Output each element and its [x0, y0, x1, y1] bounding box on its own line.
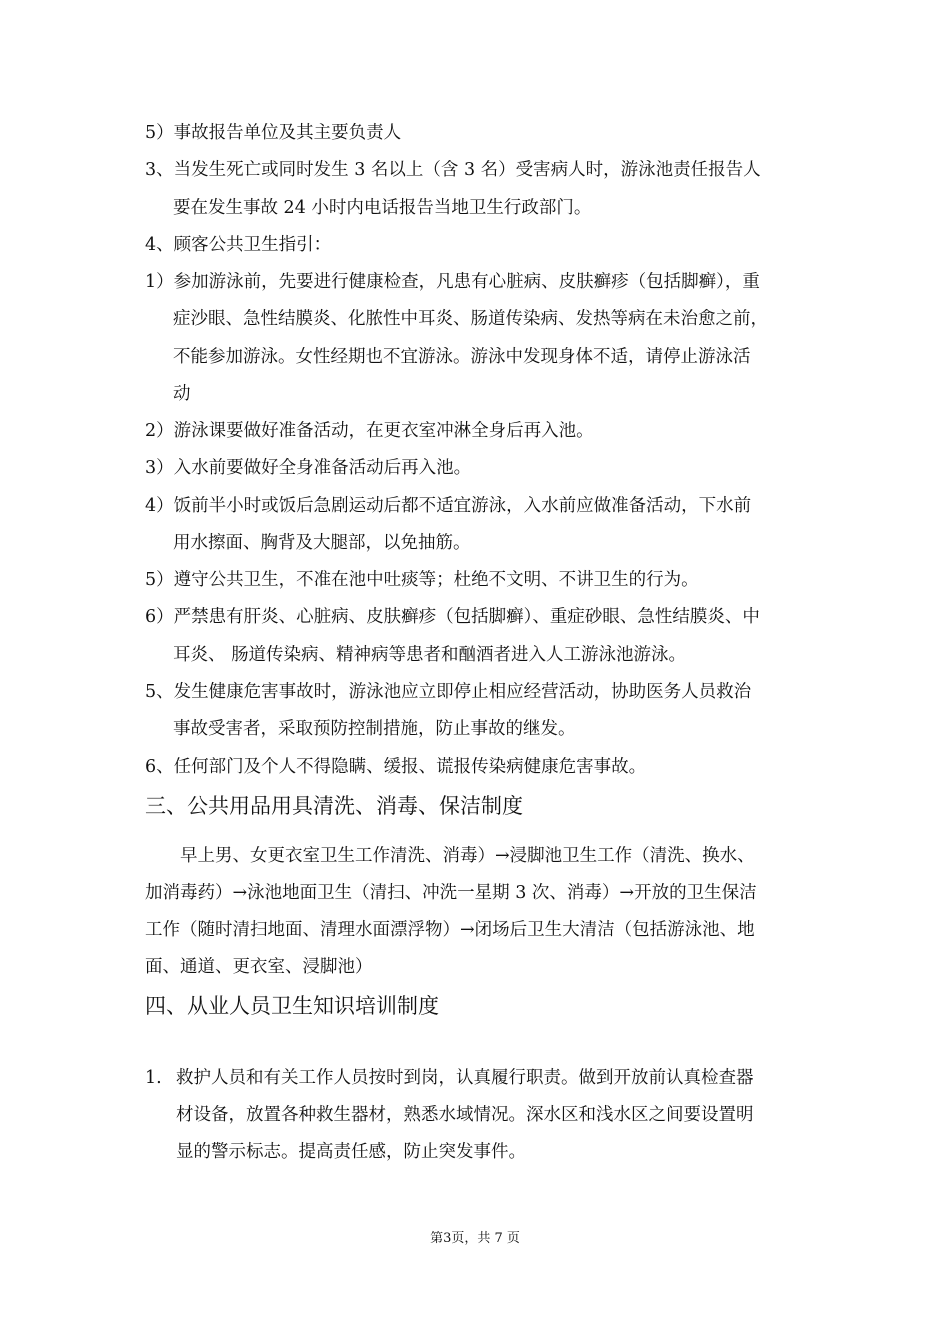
- text-line: 耳炎、 肠道传染病、精神病等患者和酗酒者进入人工游泳池游泳。: [173, 645, 687, 665]
- list-item-line: 救护人员和有关工作人员按时到岗，认真履行职责。做到开放前认真检查器: [176, 1068, 754, 1088]
- text-line: 动: [173, 384, 191, 404]
- text-line: 不能参加游泳。女性经期也不宜游泳。游泳中发现身体不适，请停止游泳活: [173, 347, 751, 367]
- list-item-line: 材设备，放置各种救生器材，熟悉水域情况。深水区和浅水区之间要设置明: [176, 1105, 754, 1125]
- text-line: 6、任何部门及个人不得隐瞒、缓报、谎报传染病健康危害事故。: [145, 757, 647, 777]
- paragraph-line: 早上男、女更衣室卫生工作清洗、消毒）→浸脚池卫生工作（清洗、换水、: [180, 846, 755, 866]
- text-line: 6）严禁患有肝炎、心脏病、皮肤癣疹（包括脚癣）、重症砂眼、急性结膜炎、中: [145, 607, 760, 627]
- paragraph-line: 工作（随时清扫地面、清理水面漂浮物）→闭场后卫生大清洁（包括游泳池、地: [145, 920, 755, 940]
- text-line: 3）入水前要做好全身准备活动后再入池。: [145, 458, 472, 478]
- paragraph-line: 加消毒药）→泳池地面卫生（清扫、冲洗一星期 3 次、消毒）→开放的卫生保洁: [145, 883, 757, 903]
- text-line: 5）遵守公共卫生，不准在池中吐痰等；杜绝不文明、不讲卫生的行为。: [145, 570, 699, 590]
- text-line: 5）事故报告单位及其主要负责人: [145, 123, 402, 143]
- text-line: 4、顾客公共卫生指引：: [145, 235, 332, 255]
- list-item-line: 显的警示标志。提高责任感，防止突发事件。: [176, 1142, 526, 1162]
- text-line: 3、当发生死亡或同时发生 3 名以上（含 3 名）受害病人时，游泳池责任报告人: [145, 160, 761, 180]
- section-heading: 四、从业人员卫生知识培训制度: [145, 994, 439, 1018]
- text-line: 症沙眼、急性结膜炎、化脓性中耳炎、肠道传染病、发热等病在未治愈之前，: [173, 309, 768, 329]
- text-line: 事故受害者，采取预防控制措施，防止事故的继发。: [173, 719, 576, 739]
- text-line: 要在发生事故 24 小时内电话报告当地卫生行政部门。: [173, 198, 592, 218]
- paragraph-line: 面、通道、更衣室、浸脚池）: [145, 957, 373, 977]
- text-line: 1）参加游泳前，先要进行健康检查，凡患有心脏病、皮肤癣疹（包括脚癣），重: [145, 272, 760, 292]
- page-footer: 第3页，共 7 页: [430, 1231, 520, 1246]
- text-line: 4）饭前半小时或饭后急剧运动后都不适宜游泳，入水前应做准备活动，下水前: [145, 496, 752, 516]
- list-number: 1.: [145, 1068, 162, 1088]
- text-line: 用水擦面、胸背及大腿部，以免抽筋。: [173, 533, 471, 553]
- text-line: 5、发生健康危害事故时，游泳池应立即停止相应经营活动，协助医务人员救治: [145, 682, 752, 702]
- text-line: 2）游泳课要做好准备活动，在更衣室冲淋全身后再入池。: [145, 421, 594, 441]
- section-heading: 三、公共用品用具清洗、消毒、保洁制度: [145, 794, 523, 818]
